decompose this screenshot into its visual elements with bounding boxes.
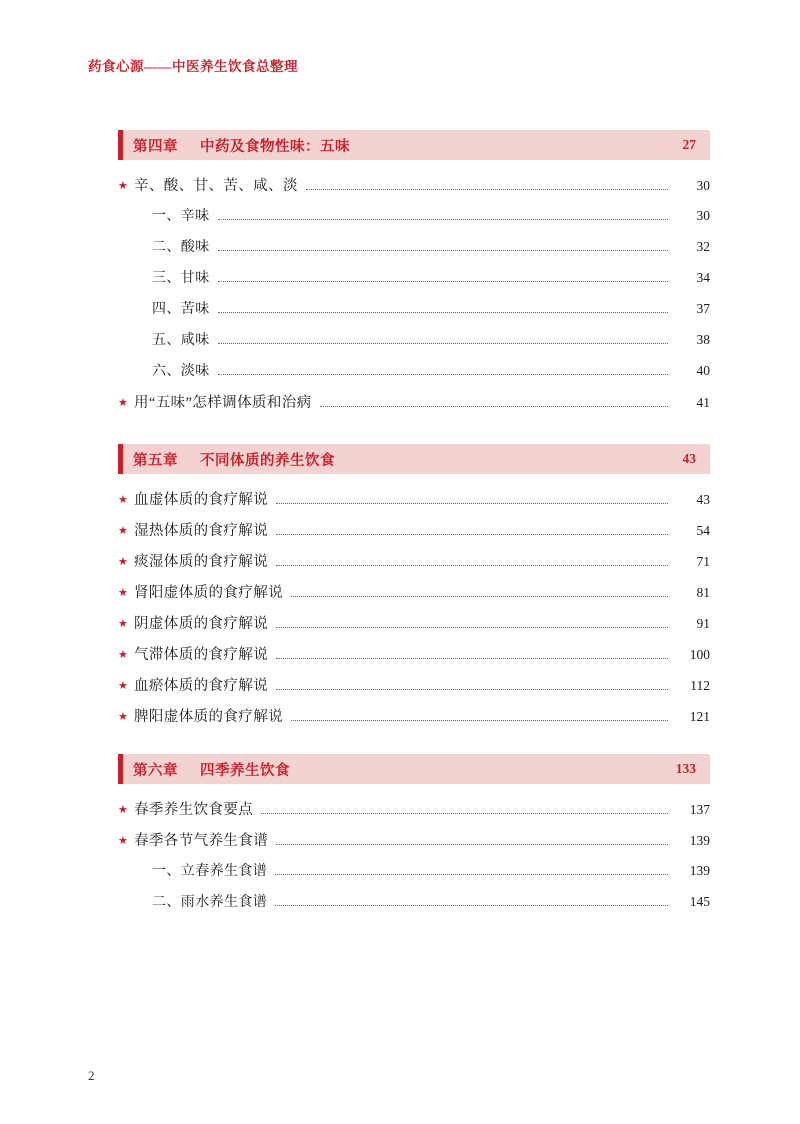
chapter-5-entries: [118, 488, 710, 736]
toc-entry-label: 春季养生饮食要点: [134, 802, 254, 818]
toc-entry-page: 43: [696, 492, 710, 507]
chapter-accent-bar: [118, 444, 123, 474]
leader-dots: [218, 374, 668, 375]
toc-entry-page: 40: [696, 363, 710, 378]
toc-entry-label: 痰湿体质的食疗解说: [134, 554, 269, 570]
toc-entry[interactable]: [118, 267, 710, 298]
toc-entry-page: 38: [696, 332, 710, 347]
toc-entry-label: 湿热体质的食疗解说: [134, 523, 269, 539]
toc-entry-page: 121: [689, 709, 710, 724]
chapter-heading-5[interactable]: [118, 444, 710, 474]
toc-chapter-block: [118, 444, 710, 736]
toc-entry-page: 34: [696, 270, 710, 285]
toc-entry-page: 41: [696, 395, 710, 410]
toc-entry-page: 30: [696, 208, 710, 223]
running-header: 药食心源——中医养生饮食总整理: [88, 59, 298, 74]
toc-entry-label: 五、咸味: [152, 333, 210, 348]
leader-dots: [306, 189, 668, 190]
toc-entry[interactable]: [118, 798, 710, 829]
chapter-title: 不同体质的养生饮食: [200, 452, 335, 469]
toc-entry[interactable]: [118, 829, 710, 860]
toc-entry[interactable]: [118, 860, 710, 891]
chapter-number: 第五章: [133, 452, 178, 469]
toc-entry-label: 气滞体质的食疗解说: [134, 647, 269, 663]
leader-dots: [276, 844, 668, 845]
toc-entry-label: 血瘀体质的食疗解说: [134, 678, 269, 694]
chapter-4-entries: [118, 174, 710, 422]
toc-entry-label: 阴虚体质的食疗解说: [134, 616, 269, 632]
toc-entry-page: 100: [689, 647, 710, 662]
toc-entry-label: 四、苦味: [152, 302, 210, 317]
toc-entry-label: 二、雨水养生食谱: [152, 895, 268, 910]
chapter-6-entries: [118, 798, 710, 922]
toc-entry-page: 30: [696, 178, 710, 193]
toc-entry-page: 37: [696, 301, 710, 316]
toc-chapter-block: [118, 754, 710, 922]
toc-entry[interactable]: [118, 298, 710, 329]
star-icon: ★: [118, 587, 128, 599]
chapter-number: 第四章: [133, 138, 178, 155]
toc-entry[interactable]: [118, 674, 710, 705]
chapter-page-number: 43: [682, 451, 696, 466]
toc-entry-label: 血虚体质的食疗解说: [134, 492, 269, 508]
toc-entry-label: 一、辛味: [152, 209, 210, 224]
chapter-heading-6[interactable]: [118, 754, 710, 784]
toc-entry-label: 春季各节气养生食谱: [134, 833, 269, 849]
toc-entry-label: 六、淡味: [152, 364, 210, 379]
chapter-heading-4[interactable]: [118, 130, 710, 160]
chapter-page-number: 27: [682, 137, 696, 152]
leader-dots: [276, 503, 668, 504]
toc-entry-page: 91: [696, 616, 710, 631]
leader-dots: [276, 689, 668, 690]
toc-entry[interactable]: [118, 581, 710, 612]
leader-dots: [276, 627, 668, 628]
star-icon: ★: [118, 180, 128, 192]
toc-content: [118, 130, 710, 940]
leader-dots: [275, 874, 668, 875]
star-icon: ★: [118, 711, 128, 723]
toc-entry-page: 54: [696, 523, 710, 538]
leader-dots: [218, 312, 668, 313]
toc-entry[interactable]: [118, 391, 710, 422]
toc-entry[interactable]: [118, 174, 710, 205]
chapter-title: 四季养生饮食: [200, 762, 290, 779]
toc-entry[interactable]: [118, 612, 710, 643]
leader-dots: [261, 813, 668, 814]
toc-entry[interactable]: [118, 705, 710, 736]
leader-dots: [276, 534, 668, 535]
star-icon: ★: [118, 525, 128, 537]
star-icon: ★: [118, 804, 128, 816]
chapter-page-number: 133: [675, 761, 696, 776]
star-icon: ★: [118, 649, 128, 661]
toc-entry-page: 137: [689, 802, 710, 817]
toc-entry-page: 71: [696, 554, 710, 569]
leader-dots: [218, 281, 668, 282]
toc-chapter-block: [118, 130, 710, 422]
toc-entry-label: 辛、酸、甘、苦、咸、淡: [134, 178, 298, 194]
chapter-accent-bar: [118, 130, 123, 160]
star-icon: ★: [118, 494, 128, 506]
toc-entry-page: 81: [696, 585, 710, 600]
toc-entry[interactable]: [118, 643, 710, 674]
toc-entry-page: 112: [690, 678, 710, 693]
star-icon: ★: [118, 397, 128, 409]
toc-entry[interactable]: [118, 891, 710, 922]
star-icon: ★: [118, 680, 128, 692]
toc-entry[interactable]: [118, 205, 710, 236]
toc-entry-label: 肾阳虚体质的食疗解说: [134, 585, 283, 601]
toc-entry[interactable]: [118, 360, 710, 391]
leader-dots: [218, 219, 668, 220]
toc-entry-label: 二、酸味: [152, 240, 210, 255]
chapter-title: 中药及食物性味：五味: [200, 138, 350, 155]
leader-dots: [276, 658, 668, 659]
toc-entry-page: 139: [689, 833, 710, 848]
leader-dots: [218, 343, 668, 344]
toc-entry-page: 32: [696, 239, 710, 254]
toc-entry-label: 脾阳虚体质的食疗解说: [134, 709, 283, 725]
leader-dots: [218, 250, 668, 251]
chapter-accent-bar: [118, 754, 123, 784]
toc-entry[interactable]: [118, 519, 710, 550]
page-folio: 2: [88, 1068, 95, 1083]
star-icon: ★: [118, 556, 128, 568]
toc-entry[interactable]: [118, 488, 710, 519]
toc-entry[interactable]: [118, 329, 710, 360]
leader-dots: [275, 905, 668, 906]
toc-entry[interactable]: [118, 236, 710, 267]
toc-entry-label: 三、甘味: [152, 271, 210, 286]
toc-entry-page: 139: [689, 863, 710, 878]
toc-entry-label: 一、立春养生食谱: [152, 864, 268, 879]
leader-dots: [291, 720, 668, 721]
chapter-number: 第六章: [133, 762, 178, 779]
star-icon: ★: [118, 835, 128, 847]
leader-dots: [320, 406, 668, 407]
toc-entry-page: 145: [689, 894, 710, 909]
leader-dots: [276, 565, 668, 566]
toc-entry[interactable]: [118, 550, 710, 581]
star-icon: ★: [118, 618, 128, 630]
toc-entry-label: 用“五味”怎样调体质和治病: [134, 395, 312, 411]
leader-dots: [291, 596, 668, 597]
